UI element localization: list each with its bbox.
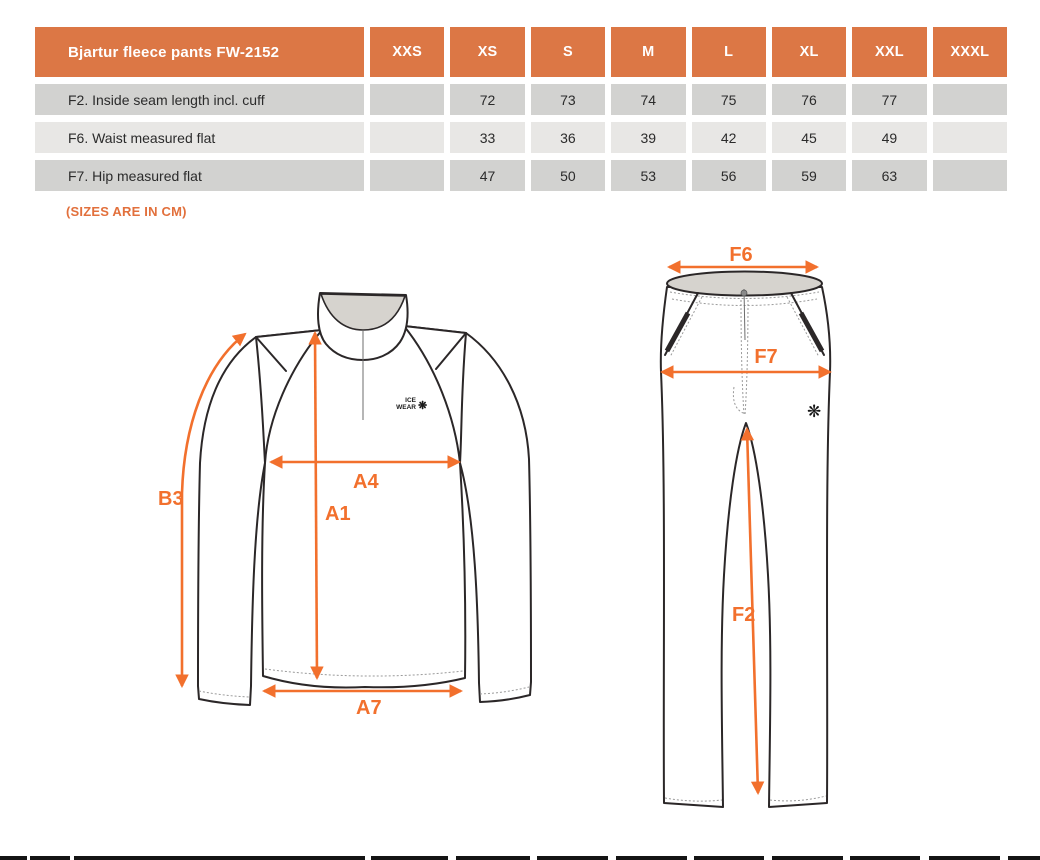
fleece-top-diagram bbox=[150, 278, 550, 718]
measurement-value: 77 bbox=[852, 84, 926, 115]
table-border-segment bbox=[772, 856, 843, 860]
measurement-value: 53 bbox=[611, 160, 685, 191]
a4-label: A4 bbox=[353, 471, 379, 493]
measurement-row-label: F2. Inside seam length incl. cuff bbox=[35, 84, 364, 115]
size-column-header: XS bbox=[450, 27, 524, 77]
measurement-value: 76 bbox=[772, 84, 846, 115]
table-border-segment bbox=[371, 856, 448, 860]
table-border-segment bbox=[694, 856, 764, 860]
measurement-value: 47 bbox=[450, 160, 524, 191]
b3-label: B3 bbox=[158, 488, 184, 510]
a1-label: A1 bbox=[325, 503, 351, 525]
measurement-value bbox=[370, 122, 444, 153]
measurement-value: 56 bbox=[692, 160, 766, 191]
table-border-segment bbox=[30, 856, 70, 860]
measurement-value: 45 bbox=[772, 122, 846, 153]
snowflake-icon: ❋ bbox=[418, 400, 428, 412]
measurement-value bbox=[370, 160, 444, 191]
a7-label: A7 bbox=[356, 697, 382, 718]
measurement-value bbox=[933, 160, 1007, 191]
size-column-header: XXS bbox=[370, 27, 444, 77]
table-border-segment bbox=[0, 856, 27, 860]
table-border-segment bbox=[1008, 856, 1040, 860]
measurement-value: 59 bbox=[772, 160, 846, 191]
size-column-header: M bbox=[611, 27, 685, 77]
svg-text:ICE: ICE bbox=[405, 397, 416, 404]
table-border-segment bbox=[456, 856, 530, 860]
table-border-segment bbox=[929, 856, 1000, 860]
size-table bbox=[35, 27, 1007, 191]
measurement-value bbox=[933, 84, 1007, 115]
measurement-value: 73 bbox=[531, 84, 605, 115]
table-border-segment bbox=[850, 856, 920, 860]
snowflake-icon: ❋ bbox=[807, 402, 822, 421]
measurement-value: 39 bbox=[611, 122, 685, 153]
table-border-segment bbox=[537, 856, 608, 860]
measurement-row-label: F7. Hip measured flat bbox=[35, 160, 364, 191]
size-column-header: XL bbox=[772, 27, 846, 77]
measurement-value: 74 bbox=[611, 84, 685, 115]
measurement-value: 63 bbox=[852, 160, 926, 191]
f6-label: F6 bbox=[729, 245, 753, 266]
waist-button bbox=[741, 290, 747, 296]
table-border-segment bbox=[74, 856, 365, 860]
size-column-header: XXL bbox=[852, 27, 926, 77]
measurement-value: 33 bbox=[450, 122, 524, 153]
measurement-value: 75 bbox=[692, 84, 766, 115]
measurement-value: 72 bbox=[450, 84, 524, 115]
measurement-row-label: F6. Waist measured flat bbox=[35, 122, 364, 153]
f7-label: F7 bbox=[754, 346, 778, 368]
measurement-value: 50 bbox=[531, 160, 605, 191]
measurement-value: 49 bbox=[852, 122, 926, 153]
svg-text:WEAR: WEAR bbox=[396, 404, 416, 411]
measurement-value bbox=[933, 122, 1007, 153]
pants-diagram bbox=[630, 245, 850, 820]
pants-body bbox=[661, 287, 830, 807]
size-column-header: S bbox=[531, 27, 605, 77]
size-column-header: L bbox=[692, 27, 766, 77]
measurement-value bbox=[370, 84, 444, 115]
f2-label: F2 bbox=[732, 604, 756, 626]
measurement-value: 42 bbox=[692, 122, 766, 153]
table-border-segment bbox=[616, 856, 687, 860]
size-column-header: XXXL bbox=[933, 27, 1007, 77]
measurement-value: 36 bbox=[531, 122, 605, 153]
product-name-header: Bjartur fleece pants FW-2152 bbox=[35, 27, 364, 77]
body-front bbox=[256, 326, 466, 688]
units-note: (SIZES ARE IN CM) bbox=[66, 204, 187, 219]
